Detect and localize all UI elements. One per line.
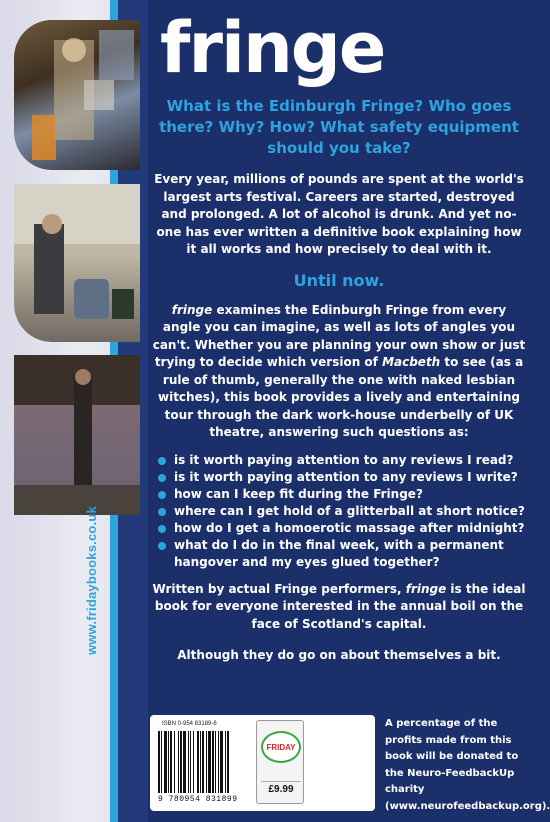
bullet-icon — [158, 508, 166, 516]
closing-remark: Although they do go on about themselves a bit. — [177, 648, 501, 662]
charity-note: A percentage of the profits made from this book will be donated to the Neuro-FeedbackUp charity (www.neurofeedbackup.org). — [385, 718, 550, 812]
list-item: is it worth paying attention to any reviews I write? — [158, 469, 526, 486]
until-now-heading: Until now. — [293, 270, 385, 290]
closing-paragraph: Written by actual Fringe performers, fringe is the ideal book for everyone interested in the annual boil on the face of Scotland's capital. — [152, 581, 526, 631]
paragraph-2: fringe examines the Edinburgh Fringe from every angle you can imagine, as well as lots of angles you can't. Whether you are planning your own show or just trying to decide which version of Macbeth to see (as a rule of thumb, generally the one with naked lesbian witches), this book provides a lively and entertaining tour through the dark work-house underbelly of UK theatre, answering such questions as: — [152, 302, 526, 439]
list-item: is it worth paying attention to any reviews I read? — [158, 452, 526, 469]
bullet-icon — [158, 474, 166, 482]
isbn-number: 9 780954 831899 — [158, 795, 238, 804]
list-item: what do I do in the final week, with a permanent hangover and my eyes glued together? — [158, 537, 526, 571]
photo-street-performer — [14, 184, 140, 342]
bullet-icon — [158, 491, 166, 499]
bullet-icon — [158, 457, 166, 465]
price-box — [256, 720, 304, 804]
bullet-icon — [158, 542, 166, 550]
bullet-icon — [158, 525, 166, 533]
question-list — [152, 452, 526, 571]
paragraph-1: Every year, millions of pounds are spent at the world's largest arts festival. Careers are started, destroyed and prolonged. A lot of alcohol is drunk. And yet no-one has ever written a definitive book explaining how it all works and how precisely to deal with it. — [154, 172, 524, 256]
blurb — [152, 96, 526, 665]
photo-audience-show — [14, 355, 140, 515]
book-title: fringe — [160, 7, 385, 89]
photo-performer-costume — [14, 20, 140, 170]
list-item: how do I get a homoerotic massage after midnight? — [158, 520, 526, 537]
publisher-logo: FRIDAY — [261, 731, 301, 763]
price-label: £9.99 — [261, 781, 301, 795]
list-item: where can I get hold of a glitterball at short notice? — [158, 503, 526, 520]
intro-question: What is the Edinburgh Fringe? Who goes there? Why? How? What safety equipment should you take? — [159, 97, 519, 157]
isbn-label: ISBN 0-954 83189-6 — [162, 721, 217, 727]
list-item: how can I keep fit during the Fringe? — [158, 486, 526, 503]
barcode-graphic — [158, 731, 254, 793]
